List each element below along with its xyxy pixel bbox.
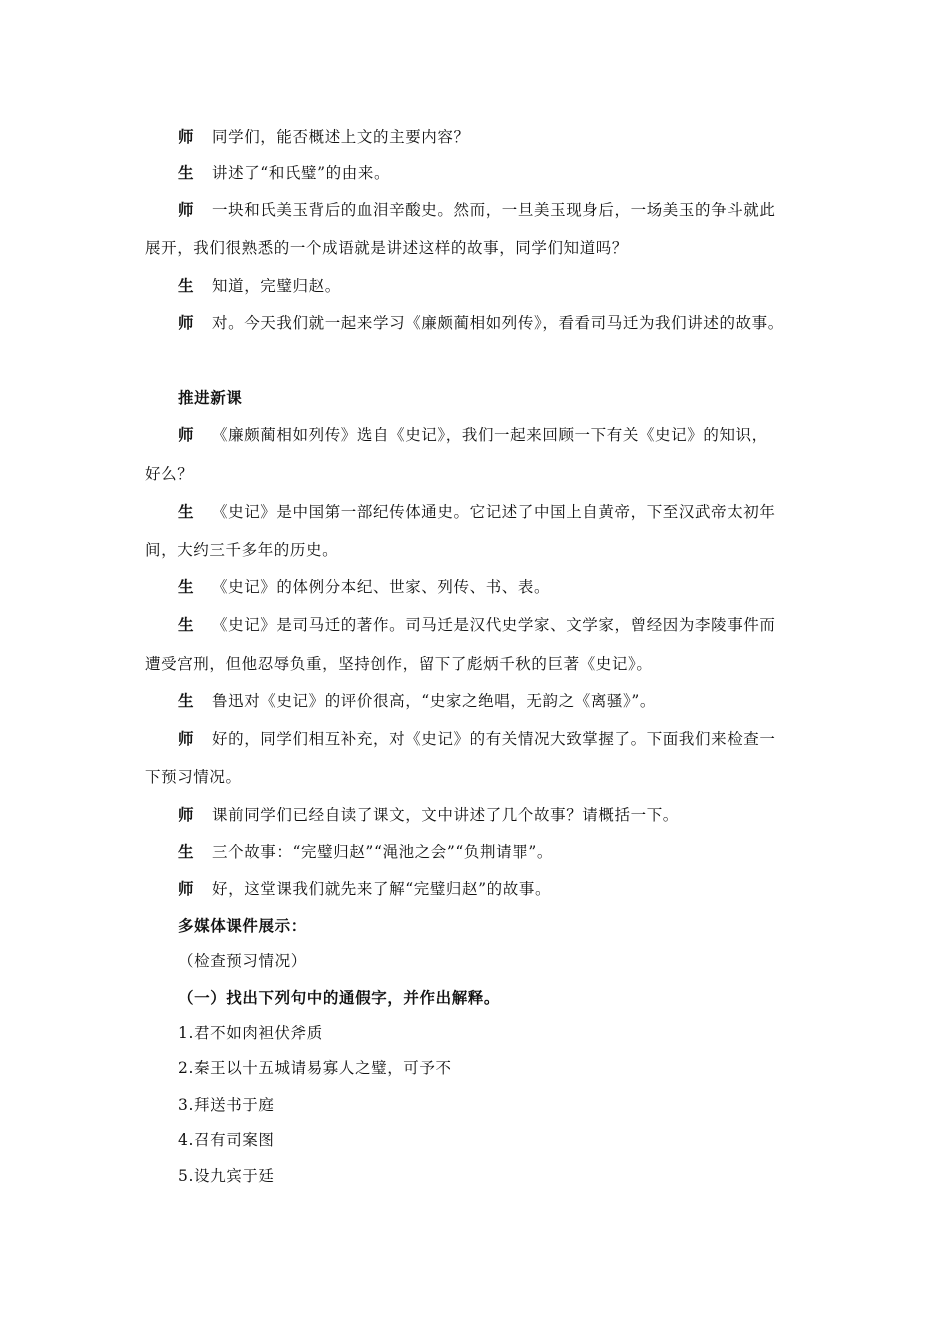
dialogue-continuation: 好么？ [145,465,194,483]
dialogue-text: 好的，同学们相互补充，对《史记》的有关情况大致掌握了。下面我们来检查一 [212,730,776,748]
exercise-item: 3.拜送书于庭 [178,1096,275,1114]
dialogue-line [178,879,551,899]
speaker-label: 生 [178,691,195,710]
dialogue-line [178,615,776,635]
dialogue-continuation: 下预习情况。 [145,768,242,786]
speaker-label: 师 [178,425,195,444]
dialogue-text: 好，这堂课我们就先来了解“完璧归赵”的故事。 [212,880,552,898]
dialogue-line [178,200,776,220]
speaker-label: 生 [178,502,195,521]
dialogue-text: 鲁迅对《史记》的评价很高，“史家之绝唱，无韵之《离骚》”。 [212,692,656,710]
dialogue-continuation: 间，大约三千多年的历史。 [145,541,339,559]
dialogue-line [178,276,341,296]
dialogue-line [178,163,390,183]
speaker-label: 生 [178,163,195,182]
speaker-label: 师 [178,729,195,748]
exercise-heading: （一）找出下列句中的通假字，并作出解释。 [178,988,501,1007]
speaker-label: 师 [178,127,195,146]
speaker-label: 生 [178,842,195,861]
dialogue-line [178,805,679,825]
dialogue-text: 一块和氏美玉背后的血泪辛酸史。然而，一旦美玉现身后，一场美玉的争斗就此 [212,201,776,219]
dialogue-line [178,127,470,147]
dialogue-continuation: 展开，我们很熟悉的一个成语就是讲述这样的故事，同学们知道吗？ [145,239,629,257]
speaker-label: 生 [178,577,195,596]
speaker-label: 师 [178,805,195,824]
dialogue-text: 三个故事：“完璧归赵”“渑池之会”“负荆请罪”。 [212,843,553,861]
exercise-item: 2.秦王以十五城请易寡人之璧，可予不 [178,1059,452,1077]
exercise-item: 1.君不如肉袒伏斧质 [178,1024,323,1042]
speaker-label: 师 [178,313,195,332]
dialogue-line [178,502,776,522]
dialogue-text: 《史记》是司马迁的著作。司马迁是汉代史学家、文学家，曾经因为李陵事件而 [212,616,776,634]
dialogue-line [178,691,656,711]
dialogue-text: 知道，完璧归赵。 [212,277,341,295]
speaker-label: 师 [178,200,195,219]
speaker-label: 生 [178,276,195,295]
dialogue-line [178,425,768,445]
dialogue-line [178,313,784,333]
dialogue-line [178,577,550,597]
dialogue-text: 对。今天我们就一起来学习《廉颇蔺相如列传》，看看司马迁为我们讲述的故事。 [212,314,784,332]
note-text: （检查预习情况） [178,952,307,970]
dialogue-line [178,842,553,862]
speaker-label: 师 [178,879,195,898]
dialogue-line [178,729,776,749]
dialogue-continuation: 遭受宫刑，但他忍辱负重，坚持创作，留下了彪炳千秋的巨著《史记》。 [145,655,653,673]
exercise-item: 4.召有司案图 [178,1131,275,1149]
speaker-label: 生 [178,615,195,634]
dialogue-text: 同学们，能否概述上文的主要内容？ [212,128,470,146]
multimedia-heading: 多媒体课件展示： [178,916,307,935]
dialogue-text: 《廉颇蔺相如列传》选自《史记》，我们一起来回顾一下有关《史记》的知识， [212,426,768,444]
dialogue-text: 《史记》是中国第一部纪传体通史。它记述了中国上自黄帝，下至汉武帝太初年 [212,503,776,521]
dialogue-text: 《史记》的体例分本纪、世家、列传、书、表。 [212,578,551,596]
section-heading: 推进新课 [178,388,243,407]
dialogue-text: 讲述了“和氏璧”的由来。 [212,164,391,182]
dialogue-text: 课前同学们已经自读了课文，文中讲述了几个故事？请概括一下。 [212,806,679,824]
exercise-item: 5.设九宾于廷 [178,1167,275,1185]
